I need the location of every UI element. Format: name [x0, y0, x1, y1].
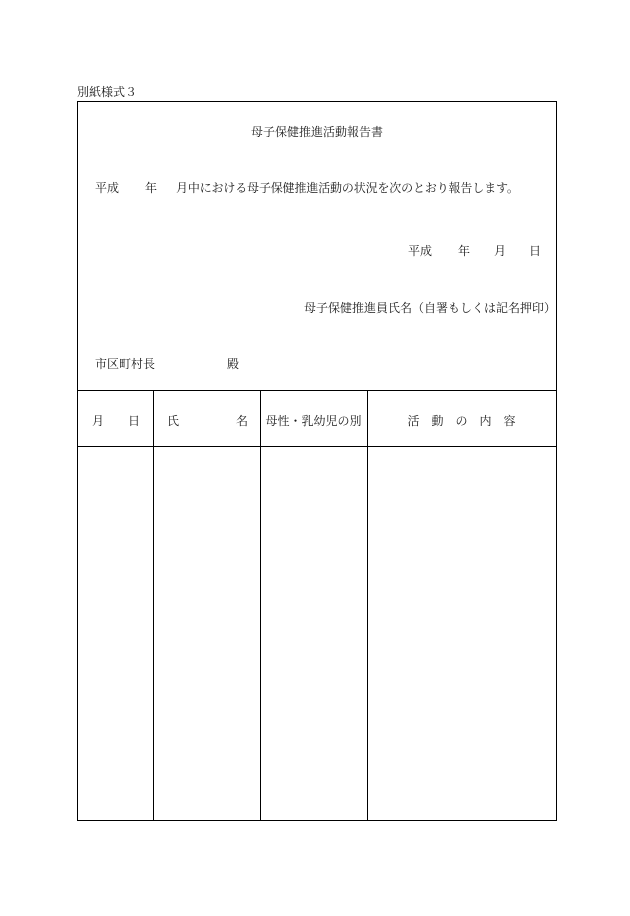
addressee-office: 市区町村長 [95, 357, 156, 371]
entry-cell-date[interactable] [78, 447, 153, 820]
date-era: 平成 [408, 244, 433, 258]
header-name-2: 名 [236, 414, 249, 428]
header-month: 月 [92, 414, 105, 428]
addressee-honorific: 殿 [227, 357, 240, 371]
reporter-name-line: 母子保健推進員氏名（自署もしくは記名押印） [304, 301, 557, 315]
header-name-1: 氏 [167, 414, 180, 428]
entry-cell-content[interactable] [368, 447, 556, 820]
table-top-border [78, 390, 556, 391]
date-month-unit: 月 [494, 244, 507, 258]
header-category: 母性・乳幼児の別 [265, 414, 362, 428]
header-activity-content: 活 動 の 内 容 [407, 414, 516, 428]
form-title: 母子保健推進活動報告書 [250, 125, 383, 139]
entry-area [78, 447, 556, 820]
report-form [77, 101, 557, 821]
entry-cell-category[interactable] [261, 447, 367, 820]
report-statement-text: 月中における母子保健推進活動の状況を次のとおり報告します。 [176, 181, 519, 195]
report-era: 平成 [95, 181, 120, 195]
form-number-label: 別紙様式３ [77, 85, 138, 99]
report-year-unit: 年 [145, 181, 158, 195]
entry-cell-name[interactable] [154, 447, 260, 820]
header-day: 日 [128, 414, 141, 428]
date-year-unit: 年 [458, 244, 471, 258]
date-day-unit: 日 [529, 244, 542, 258]
